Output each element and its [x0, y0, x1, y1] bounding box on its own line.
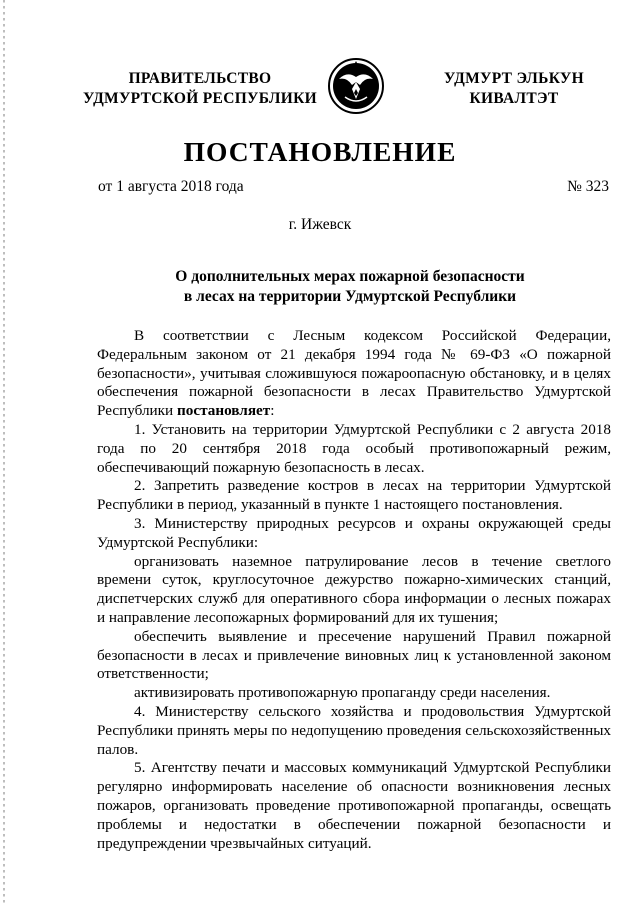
- preamble-paragraph: [97, 327, 611, 421]
- document-number: № 323: [567, 178, 609, 195]
- org-line: УДМУРТ ЭЛЬКУН: [444, 70, 584, 87]
- body-paragraph: активизировать противопожарную пропаганду среди населения.: [134, 684, 551, 702]
- body-paragraph: 5. Агентству печати и массовых коммуникаций Удмуртской Республики регулярно информировать население об опасности возникновения лесных пожаров, организовать проведение противопожарной пропаганды, освещать проблемы и недостатки в обеспечении пожарной безопасности и предупреждении чрезвычайных ситуаций.: [97, 759, 611, 852]
- document-date: от 1 августа 2018 года: [98, 178, 244, 195]
- document-title: ПОСТАНОВЛЕНИЕ: [183, 136, 457, 167]
- document-heading: [100, 267, 600, 306]
- body-paragraph: 2. Запретить разведение костров в лесах на территории Удмуртской Республики в период, указанный в пункте 1 настоящего постановления.: [97, 477, 611, 514]
- udmurt-coat-of-arms-icon: [327, 55, 385, 115]
- heading-line: в лесах на территории Удмуртской Республики: [183, 287, 517, 305]
- preamble-end: :: [270, 402, 275, 420]
- body-paragraph: обеспечить выявление и пресечение нарушений Правил пожарной безопасности в лесах и привлечение виновных лиц к установленной законом ответственности;: [97, 627, 611, 683]
- org-line: КИВАЛТЭТ: [469, 90, 559, 107]
- government-name-russian: [80, 69, 320, 109]
- body-paragraph: 3. Министерству природных ресурсов и охраны окружающей среды Удмуртской Республики:: [97, 514, 611, 551]
- government-name-udmurt: [424, 69, 604, 109]
- body-paragraph: организовать наземное патрулирование лесов в течение светлого времени суток, круглосуточное дежурство пожарно-химических станций, диспетчерских служб для оперативного сбора информации о лесных пожарах и направление лесопожарных формирований для их тушения;: [97, 552, 611, 626]
- document-place: г. Ижевск: [288, 216, 352, 233]
- heading-line: О дополнительных мерах пожарной безопасности: [175, 268, 525, 285]
- document-body: [97, 327, 611, 853]
- preamble-text: В соответствии с Лесным кодексом Российской Федерации, Федеральным законом от 21 декабря 1994 года № 69-ФЗ «О пожарной безопасности», учитывая сложившуюся пожароопасную обстановку, и в целях обеспечения пожарной безопасности в лесах Правительство Удмуртской Республики: [97, 327, 611, 420]
- org-line: ПРАВИТЕЛЬСТВО: [128, 70, 272, 87]
- body-paragraph: 1. Установить на территории Удмуртской Республики с 2 августа 2018 года по 20 сентября 2018 года особый противопожарный режим, обеспечивающий пожарную безопасность в лесах.: [97, 420, 611, 476]
- org-line: УДМУРТСКОЙ РЕСПУБЛИКИ: [82, 90, 317, 107]
- preamble-keyword: постановляет: [177, 402, 271, 420]
- body-paragraph: 4. Министерству сельского хозяйства и продовольствия Удмуртской Республики принять меры по недопущению проведения сельскохозяйственных палов.: [97, 702, 611, 758]
